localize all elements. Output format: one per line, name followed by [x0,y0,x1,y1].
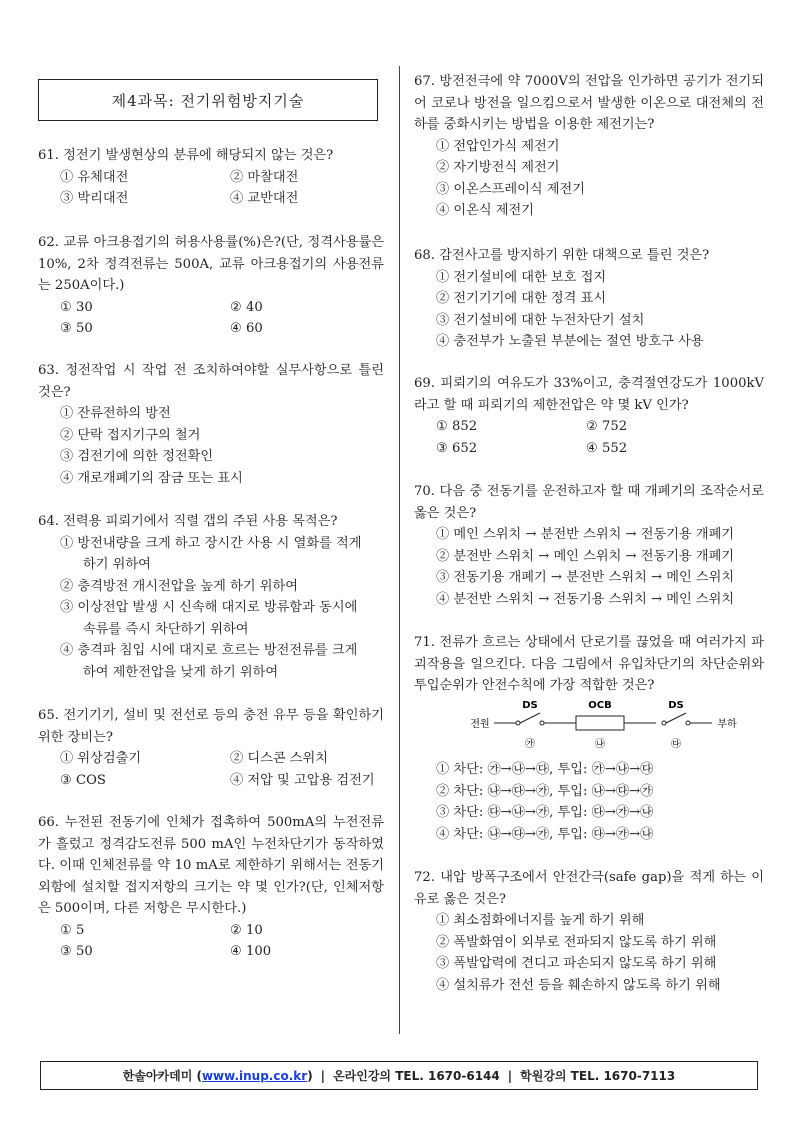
option-1[interactable]: ① 852 [436,419,478,434]
option-1[interactable]: ① 유체대전 [60,169,129,185]
mark-b: ㉯ [595,739,605,750]
label-source: 전원 [470,719,490,730]
circuit-diagram [444,697,764,753]
question-68 [414,245,764,353]
option-2[interactable]: ② 차단: ㉯→㉰→㉮, 투입: ㉯→㉰→㉮ [436,783,654,799]
option-text-cont: 속류를 즉시 차단하기 위하여 [83,621,249,637]
option-4[interactable]: ④ 552 [586,440,628,456]
question-stem: 70. 다음 중 전동기를 운전하고자 할 때 개폐기의 조작순서로 옳은 것은? [414,484,764,521]
option-4[interactable]: ④ 교반대전 [230,191,299,206]
footer-academy: 한솔아카데미 ( [122,1069,202,1083]
question-62 [38,232,384,340]
question-stem: 72. 내압 방폭구조에서 안전간극(safe gap)을 적게 하는 이유로 옳은 것은? [414,870,764,907]
question-64 [38,511,384,683]
footer-separator: | [320,1068,326,1083]
option-3[interactable]: ③ 652 [436,440,478,456]
mark-a: ㉮ [525,739,535,750]
option-2[interactable]: ② 단락 접지기구의 철거 [60,427,201,443]
option-3[interactable]: ③ 50 [60,944,93,959]
option-2[interactable]: ② 분전반 스위치 → 메인 스위치 → 전동기용 개폐기 [436,548,735,564]
option-1[interactable]: ① 메인 스위치 → 분전반 스위치 → 전동기용 개폐기 [436,527,735,542]
option-4[interactable]: ④ 차단: ㉯→㉰→㉮, 투입: ㉰→㉮→㉯ [436,826,654,842]
label-ds-2: DS [668,700,684,711]
option-4[interactable]: ④ 100 [230,944,272,959]
option-2[interactable]: ② 10 [230,922,263,938]
mark-c: ㉰ [671,739,681,750]
ds1-contact-right [540,721,544,725]
option-3[interactable] [38,597,384,640]
option-2[interactable]: ② 폭발화염이 외부로 전파되지 않도록 하기 위해 [436,934,717,950]
option-3[interactable]: ③ 이온스프레이식 제전기 [436,181,585,197]
question-71-options [414,759,764,845]
ocb-box [576,716,624,730]
label-ocb: OCB [588,700,612,711]
footer-online-tel: 온라인강의 TEL. 1670-6144 [333,1069,500,1083]
option-4[interactable]: ④ 설치류가 전선 등을 훼손하지 않도록 하기 위해 [436,977,721,993]
option-1[interactable]: ① 전기설비에 대한 보호 접지 [436,269,607,285]
question-65 [38,705,384,791]
subject-title-box [38,79,378,121]
option-4[interactable]: ④ 이온식 제전기 [436,203,535,218]
option-3[interactable]: ③ 폭발압력에 견디고 파손되지 않도록 하기 위해 [436,956,717,971]
question-stem: 64. 전력용 피뢰기에서 직렬 갭의 주된 사용 목적은? [38,514,338,529]
question-stem: 69. 피뢰기의 여유도가 33%이고, 충격절연강도가 1000kV라고 할 때 피뢰기의 제한전압은 약 몇 kV 인가? [414,376,764,413]
footer-offline-tel: 학원강의 TEL. 1670-7113 [520,1069,676,1083]
ds2-blade [666,713,686,723]
option-3[interactable]: ③ COS [60,772,106,788]
options-grid [38,297,384,340]
question-72 [414,867,764,996]
question-69 [414,373,764,459]
option-1[interactable]: ① 차단: ㉮→㉯→㉰, 투입: ㉮→㉯→㉰ [436,762,654,777]
option-3[interactable]: ③ 검전기에 의한 정전확인 [60,449,214,464]
footer-separator: | [507,1068,513,1083]
option-3[interactable]: ③ 전동기용 개폐기 → 분전반 스위치 → 메인 스위치 [436,570,735,585]
option-1[interactable]: ① 전압인가식 제전기 [436,138,560,154]
footer-url-link[interactable]: www.inup.co.kr [201,1068,308,1083]
option-3[interactable]: ③ 50 [60,321,93,336]
question-67 [414,71,764,222]
question-stem: 61. 정전기 발생현상의 분류에 해당되지 않는 것은? [38,148,334,163]
question-stem: 62. 교류 아크용접기의 허용사용률(%)은?(단, 정격사용률은 10%, 2차 정격전류는 500A, 교류 아크용접기의 사용전류는 250A이다.) [38,235,384,293]
option-4[interactable]: ④ 충전부가 노출된 부분에는 절연 방호구 사용 [436,334,704,349]
question-stem: 71. 전류가 흐르는 상태에서 단로기를 끊었을 때 여러가지 파괴작용을 일으킨다. 다음 그림에서 유입차단기의 차단순위와 투입순위가 안전수칙에 가장 적합한 것은? [414,635,764,693]
option-2[interactable] [38,576,384,598]
option-1[interactable]: ① 잔류전하의 방전 [60,406,171,421]
option-4[interactable]: ④ 개로개폐기의 잠금 또는 표시 [60,470,243,486]
option-2[interactable]: ② 752 [586,419,628,434]
options-grid [414,416,764,459]
question-stem: 67. 방전전극에 약 7000V의 전압을 인가하면 공기가 전기되어 코로나 방전을 일으킴으로서 발생한 이온으로 대전체의 전하를 중화시키는 방법을 이용한 제전기는? [414,74,764,132]
question-61 [38,145,384,210]
ds1-blade [520,713,540,723]
options-grid [38,748,384,791]
footer-close-paren: ) [307,1068,313,1083]
question-71 [414,632,764,697]
subject-title: 제4과목: 전기위험방지기술 [111,91,305,110]
option-1[interactable]: ① 5 [60,922,85,938]
question-stem: 68. 감전사고를 방지하기 위한 대책으로 틀린 것은? [414,248,710,263]
option-3[interactable]: ③ 전기설비에 대한 누전차단기 설치 [436,312,645,328]
option-2[interactable]: ② 전기기기에 대한 정격 표시 [436,291,607,306]
option-text-cont: 하여 제한전압을 낮게 하기 위하여 [83,664,279,680]
column-divider [399,66,400,1034]
label-load: 부하 [717,719,737,730]
option-3[interactable]: ③ 박리대전 [60,191,129,206]
option-text: ③ 이상전압 발생 시 신속해 대지로 방류함과 동시에 [60,600,358,615]
option-text: ④ 충격파 침입 시에 대지로 흐르는 방전전류를 크게 [60,643,358,658]
option-4[interactable]: ④ 분전반 스위치 → 전동기용 스위치 → 메인 스위치 [436,591,735,607]
option-text: ① 방전내량을 크게 하고 장시간 사용 시 열화를 적게 [60,535,362,551]
option-text-cont: 하기 위하여 [83,557,151,572]
option-2[interactable]: ② 마찰대전 [230,169,299,185]
question-stem: 63. 정전작업 시 작업 전 조치하여야할 실무사항으로 틀린 것은? [38,363,384,400]
question-63 [38,360,384,489]
option-1[interactable]: ① 위상검출기 [60,751,142,766]
option-3[interactable]: ③ 차단: ㉰→㉯→㉮, 투입: ㉰→㉮→㉯ [436,805,654,820]
question-70 [414,481,764,610]
label-ds-1: DS [522,700,538,711]
options-grid [38,167,384,210]
ds2-contact-right [686,721,690,725]
option-2[interactable]: ② 40 [230,299,263,315]
ds1-contact-left [516,721,520,725]
option-1[interactable]: ① 30 [60,299,93,315]
option-2[interactable]: ② 자기방전식 제전기 [436,160,560,175]
option-1[interactable]: ① 최소점화에너지를 높게 하기 위해 [436,913,645,928]
ds2-contact-left [662,721,666,725]
question-stem: 66. 누전된 전동기에 인체가 접촉하여 500mA의 누전전류가 흘렀고 정격감도전류 500 mA인 누전차단기가 동작하였다. 이때 인체전류를 약 10 mA로 제한하기 위해서는 전동기 외함에 설치할 접지저항의 크기는 약 몇 인가?(단, 인체저항은 500이며, 다른 저항은 무시한다.) [38,815,384,916]
footer-bar [40,1061,758,1090]
option-4[interactable]: ④ 60 [230,321,263,336]
option-1[interactable] [38,533,384,576]
question-66 [38,812,384,963]
options-grid [38,920,384,963]
option-text: ② 충격방전 개시전압을 높게 하기 위하여 [60,578,298,594]
option-4[interactable]: ④ 저압 및 고압용 검전기 [230,772,375,788]
question-stem: 65. 전기기기, 설비 및 전선로 등의 충전 유무 등을 확인하기 위한 장비는? [38,708,384,745]
option-2[interactable]: ② 디스콘 스위치 [230,751,329,766]
option-4[interactable] [38,640,384,683]
